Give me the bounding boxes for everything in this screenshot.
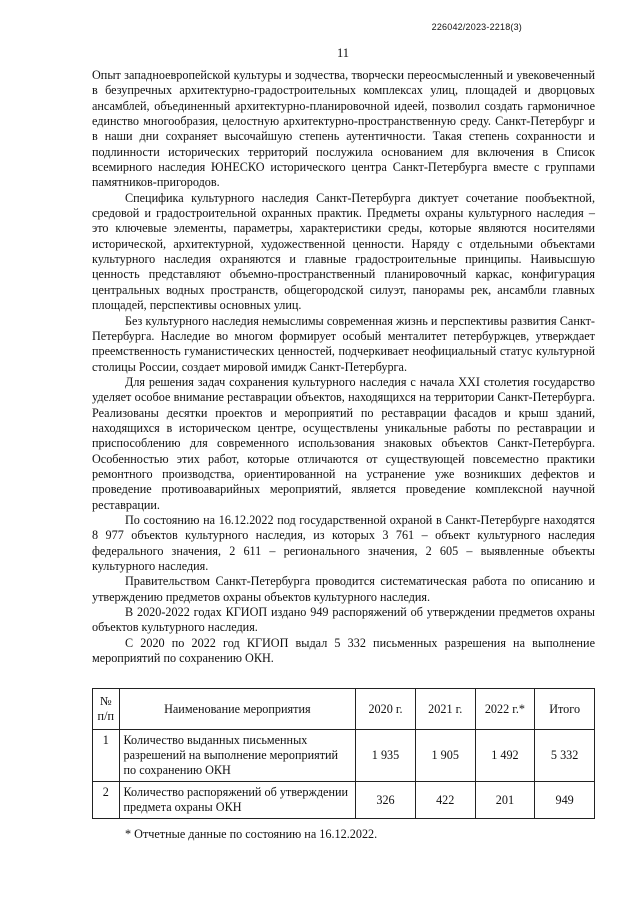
- column-header-name: Наименование мероприятия: [119, 689, 356, 730]
- column-header-total: Итого: [535, 689, 595, 730]
- column-header-2022: 2022 г.*: [475, 689, 535, 730]
- row-value-2021: 422: [415, 782, 475, 819]
- document-id: 226042/2023-2218(3): [431, 22, 522, 32]
- row-value-2020: 1 935: [356, 730, 416, 782]
- row-number: 2: [93, 782, 120, 819]
- row-activity-name: Количество выданных письменных разрешений на выполнение мероприятий по сохранению ОКН: [119, 730, 356, 782]
- body-text: [92, 68, 595, 666]
- row-value-total: 5 332: [535, 730, 595, 782]
- paragraph-government-work: Правительством Санкт-Петербурга проводится систематическая работа по описанию и утверждению предметов охраны объектов культурного наследия.: [92, 574, 595, 604]
- row-number: 1: [93, 730, 120, 782]
- row-activity-name: Количество распоряжений об утверждении предмета охраны ОКН: [119, 782, 356, 819]
- paragraph-restoration: Для решения задач сохранения культурного наследия с начала XXI столетия государство уделяет особое внимание реставрации объектов, находящихся на территории Санкт-Петербурга. Реализованы десятки проектов и мероприятий по реставрации фасадов и крыш зданий, находящихся в историческом центре, осуществлены уникальные работы по реставрации и приспособлению для современного использования знаковых объектов Санкт-Петербурга. Особенностью этих работ, которые отличаются от существующей повсеместно практики ремонтного производства, ориентированной на устранение уже возникших дефектов и проведение противоаварийных мероприятий, является проведение комплексной научной реставрации.: [92, 374, 595, 512]
- row-value-total: 949: [535, 782, 595, 819]
- paragraph-heritage-importance: Без культурного наследия немыслимы современная жизнь и перспективы развития Санкт-Петербурга. Наследие во многом формирует особый менталитет петербуржцев, утверждает преемственность гуманистических ценностей, подчеркивает неофициальный статус культурной столицы России, создает мировой имидж Санкт-Петербурга.: [92, 313, 595, 374]
- row-value-2020: 326: [356, 782, 416, 819]
- paragraph-orders-issued: В 2020-2022 годах КГИОП издано 949 распоряжений об утверждении предметов охраны объектов культурного наследия.: [92, 605, 595, 635]
- page-number: 11: [336, 46, 350, 60]
- footnote: * Отчетные данные по состоянию на 16.12.2022.: [125, 827, 378, 841]
- paragraph-permits-issued: С 2020 по 2022 год КГИОП выдал 5 332 письменных разрешения на выполнение мероприятий по сохранению ОКН.: [92, 635, 595, 666]
- paragraph-protected-objects: По состоянию на 16.12.2022 под государственной охраной в Санкт-Петербурге находятся 8 977 объектов культурного наследия, из которых 3 761 – объект культурного наследия федерального значения, 2 611 – регионального значения, 2 605 – выявленные объекты культурного наследия.: [92, 512, 595, 573]
- paragraph-heritage-specifics: Специфика культурного наследия Санкт-Петербурга диктует сочетание пообъектной, средовой и градостроительной охранных практик. Предметы охраны культурного наследия – это ключевые элементы, параметры, характеристики среды, которые являются носителями исторической, архитектурной, художественной ценности. Наряду с отдельными объектами культурного наследия охраняются и главные градостроительные принципы. Наивысшую ценность представляют объемно-пространственный планировочный каркас, конфигурация центральных водных пространств, общегородской силуэт, панорамы рек, ансамбли главных площадей, перспективы основных улиц.: [92, 190, 595, 313]
- table-header-row: [93, 689, 595, 730]
- paragraph-heritage-experience: Опыт западноевропейской культуры и зодчества, творчески переосмысленный и увековеченный в безупречных архитектурно-градостроительных комплексах улиц, площадей и дворцовых ансамблей, объединенный архитектурно-планировочной идеей, позволил создать гармоничное единство многообразия, целостную архитектурно-пространственную среду. Санкт-Петербург и в наши дни сохраняет высочайшую степень аутентичности. Такая степень сохранности и подлинности исторических территорий послужила основанием для включения в Список всемирного наследия ЮНЕСКО исторического центра Санкт-Петербурга вместе с группами памятников-пригородов.: [92, 68, 595, 190]
- column-header-2020: 2020 г.: [356, 689, 416, 730]
- column-header-2021: 2021 г.: [415, 689, 475, 730]
- table-row: [93, 782, 595, 819]
- column-header-number: № п/п: [93, 689, 120, 730]
- activities-table: [92, 688, 595, 819]
- table-row: [93, 730, 595, 782]
- row-value-2022: 201: [475, 782, 535, 819]
- row-value-2022: 1 492: [475, 730, 535, 782]
- row-value-2021: 1 905: [415, 730, 475, 782]
